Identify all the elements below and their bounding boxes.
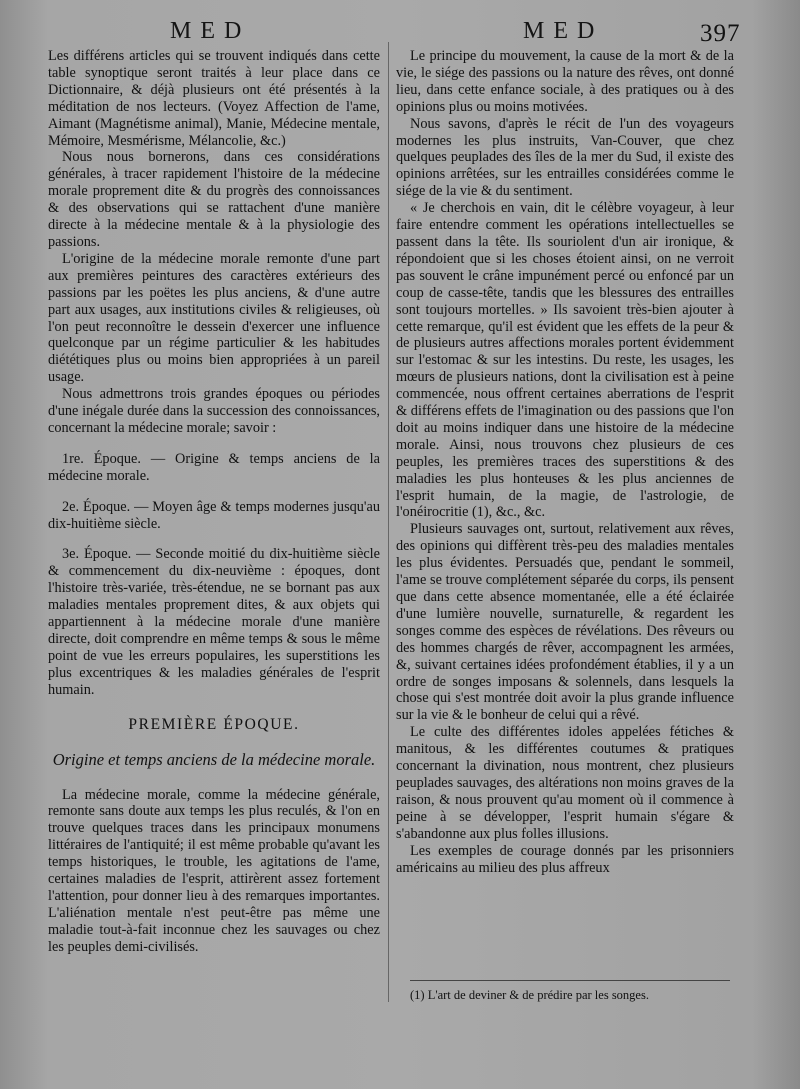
- paragraph: La médecine morale, comme la médecine générale, remonte sans doute aux temps les plus reculés, & l'on en trouve quelques traces dans les principaux monumens littéraires de l'antiquité; il est même probable qu'avant les temps historiques, le trouble, les agitations de l'ame, certaines maladies de l'esprit, attirèrent assez fortement l'attention, pour donner lieu à des remarques importantes. L'aliénation mentale n'est peut-être pas même une maladie tout-à-fait inconnue chez les sauvages ou chez les peuples demi-civilisés.: [48, 786, 380, 955]
- section-subheading: Origine et temps anciens de la médecine morale.: [52, 749, 376, 769]
- paragraph: Nous nous bornerons, dans ces considérations générales, à tracer rapidement l'histoire de la médecine morale proprement dite & du progrès des connoissances & des observations qui se rattachent d'une manière directe à la médecine mentale & à la physiologie des passions.: [48, 149, 380, 250]
- epoch-2: 2e. Époque. — Moyen âge & temps modernes jusqu'au dix-huitième siècle.: [48, 498, 380, 532]
- section-heading: PREMIÈRE ÉPOQUE.: [128, 715, 300, 733]
- paragraph: Nous savons, d'après le récit de l'un des voyageurs modernes les plus instruits, Van-Couver, que chez quelques peuplades des îles de la mer du Sud, il existe des opinions arrêtées, sur les entrailles considérées comme le siége de la vie & du sentiment.: [396, 115, 734, 200]
- page-number: 397: [700, 20, 741, 47]
- footnote-rule: [410, 980, 730, 981]
- footnote: (1) L'art de deviner & de prédire par les songes.: [410, 988, 649, 1002]
- epoch-1: 1re. Époque. — Origine & temps anciens de la médecine morale.: [48, 450, 380, 484]
- running-head-right: MED: [523, 18, 604, 44]
- column-rule: [388, 42, 389, 1002]
- left-column: [48, 48, 380, 956]
- paragraph: Le principe du mouvement, la cause de la mort & de la vie, le siége des passions ou la nature des rêves, ont donné lieu, dans cette enfance sociale, à des pratiques ou à des opinions plus ou moins motivées.: [396, 48, 734, 115]
- quotation-paragraph: « Je cherchois en vain, dit le célèbre voyageur, à leur faire entendre comment les opérations intellectuelles se passent dans la tête. Ils souriolent d'un air ironique, & répondoient que si les choses étoient ainsi, on ne verroit pas souvent le crâne impunément percé ou enfoncé par un coup de casse-tête, tandis que les blessures des entrailles sont toujours mortelles. » Ils savoient très-bien ajouter à cette remarque, qu'il est évident que les effets de la peur & de plusieurs autres affections morales portent évidemment sur l'estomac & sur les intestins. Du reste, les usages, les mœurs de plusieurs nations, dont la civilisation est à peine commencée, nous offrent certaines aberrations de l'esprit & différens effets de l'imagination ou des passions que l'on doit au moins indiquer dans une histoire de la médecine morale. Ainsi, nous trouvons chez plusieurs de ces peuples, les premières traces des superstitions & des maladies les plus honteuses & les plus anciennes de l'esprit humain, de la magie, de l'astrologie, de l'onéirocritie (1), &c., &c.: [396, 200, 734, 521]
- paragraph: Le culte des différentes idoles appelées fétiches & manitous, & les différentes coutumes & pratiques concernant la divination, nous montrent, chez plusieurs peuplades sauvages, des altérations non moins graves de la raison, & nous prouvent qu'au moment où il commence à peine à se développer, l'esprit humain s'égare & s'abandonne aux plus folles illusions.: [396, 724, 734, 842]
- epoch-3: 3e. Époque. — Seconde moitié du dix-huitième siècle & commencement du dix-neuvième : époques, dont l'histoire très-variée, très-étendue, ne se bornant pas aux maladies mentales proprement dites, & aux objets qui appartiennent à la médecine morale d'une manière directe, doit comprendre en même temps & sous le même point de vue les erreurs populaires, les superstitions les plus excentriques & les maladies générales de l'esprit humain.: [48, 546, 380, 698]
- paragraph: Les différens articles qui se trouvent indiqués dans cette table synoptique seront traités à leur place dans ce Dictionnaire, & déjà plusieurs ont été présentés à la méditation de nos lecteurs. (Voyez Affection de l'ame, Aimant (Magnétisme animal), Manie, Médecine mentale, Mémoire, Mesmérisme, Mélancolie, &c.): [48, 48, 380, 149]
- paragraph: Plusieurs sauvages ont, surtout, relativement aux rêves, des opinions qui diffèrent très-peu des maladies mentales les plus évidentes. Persuadés que, pendant le sommeil, l'ame se trouve complétement séparée du corps, ils pensent que dans cette absence momentanée, elle a été éclairée d'une lumière nouvelle, surnaturelle, & regardent les songes comme des espèces de révélations. Des rêveurs ou des hommes chargés de rêver, accompagnent les armées, &, suivant certaines idées profondément établies, il y a un ordre de songes imposans & solennels, dans lesquels la chose qui s'est montrée doit avoir la plus grande influence sur la vie & le bonheur de celui qui a rêvé.: [396, 521, 734, 724]
- running-head-left: MED: [170, 18, 251, 44]
- right-column: [396, 48, 734, 876]
- paragraph: L'origine de la médecine morale remonte d'une part aux premières peintures des caractères extérieurs des passions par les poëtes les plus anciens, & d'une autre part aux usages, aux institutions civiles & religieuses, où l'on peut reconnoître le dessein d'exercer une influence quelconque par un régime particulier & les habitudes diététiques plus ou moins bien appropriées à un pareil usage.: [48, 250, 380, 386]
- paragraph: Les exemples de courage donnés par les prisonniers américains au milieu des plus affreux: [396, 842, 734, 876]
- paragraph: Nous admettrons trois grandes époques ou périodes d'une inégale durée dans la succession des connoissances, concernant la médecine morale; savoir :: [48, 386, 380, 436]
